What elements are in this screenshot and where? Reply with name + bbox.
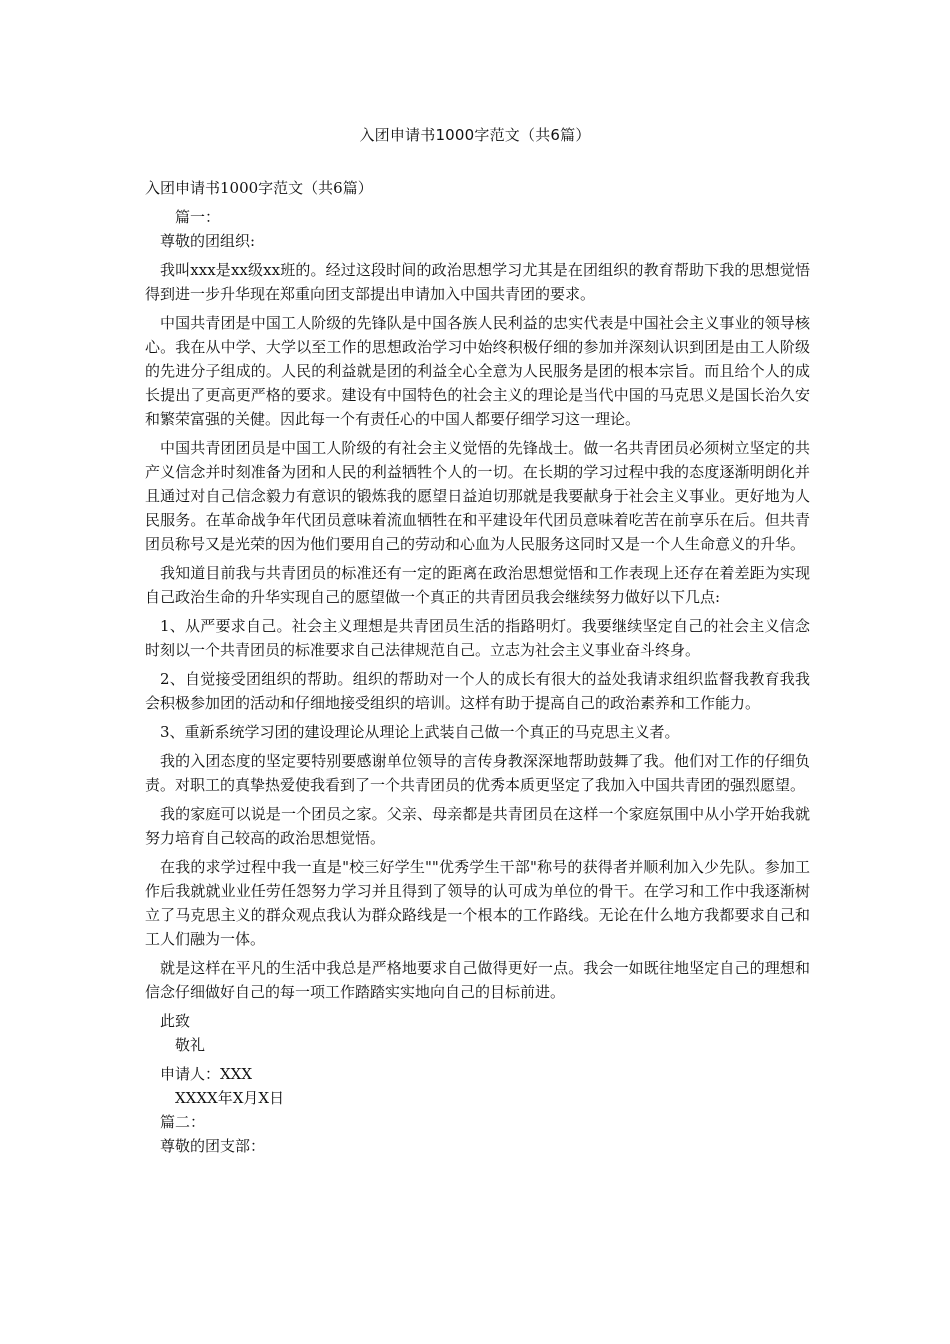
paragraph: 2、自觉接受团组织的帮助。组织的帮助对一个人的成长有很大的益处我请求组织监督我教育我我会积极参加团的活动和仔细地接受组织的培训。这样有助于提高自己的政治素养和工作能力。: [145, 670, 810, 712]
paragraph: 我的入团态度的坚定要特别要感谢单位领导的言传身教深深地帮助鼓舞了我。他们对工作的仔细负责。对职工的真挚热爱使我看到了一个共青团员的优秀本质更坚定了我加入中国共青团的强烈愿望。: [145, 752, 810, 794]
paragraph: 中国共青团是中国工人阶级的先锋队是中国各族人民利益的忠实代表是中国社会主义事业的领导核心。我在从中学、大学以至工作的思想政治学习中始终积极仔细的参加并深刻认识到团是由工人阶级的先进分子组成的。人民的利益就是团的利益全心全意为人民服务是团的根本宗旨。而且给个人的成长提出了更高更严格的要求。建设有中国特色的社会主义的理论是当代中国的马克思义是国长治久安和繁荣富强的关健。因此每一个有责任心的中国人都要仔细学习这一理论。: [145, 314, 810, 428]
salutation-2: 尊敬的团支部：: [160, 1137, 266, 1155]
paragraph: 我知道目前我与共青团员的标准还有一定的距离在政治思想觉悟和工作表现上还存在着差距为实现自己政治生命的升华实现自己的愿望做一个真正的共青团员我会继续努力做好以下几点:: [145, 564, 810, 606]
section-heading-1: 篇一：: [175, 208, 221, 226]
closing-line-2: 敬礼: [175, 1036, 206, 1054]
paragraph: 在我的求学过程中我一直是"校三好学生""优秀学生干部"称号的获得者并顺利加入少先队。参加工作后我就就业业任劳任怨努力学习并且得到了领导的认可成为单位的骨干。在学习和工作中我逐渐树立了马克思主义的群众观点我认为群众路线是一个根本的工作路线。无论在什么地方我都要求自己和工人们融为一体。: [145, 858, 810, 948]
applicant-line: 申请人：XXX: [160, 1065, 253, 1083]
salutation-1: 尊敬的团组织:: [160, 232, 256, 250]
paragraph: 就是这样在平凡的生活中我总是严格地要求自己做得更好一点。我会一如既往地坚定自己的理想和信念仔细做好自己的每一项工作踏踏实实地向自己的目标前进。: [145, 959, 810, 1001]
section-heading-2: 篇二：: [160, 1113, 206, 1131]
paragraph: 我的家庭可以说是一个团员之家。父亲、母亲都是共青团员在这样一个家庭氛围中从小学开始我就努力培育自己较高的政治思想觉悟。: [145, 805, 810, 847]
paragraph: 我叫xxx是xx级xx班的。经过这段时间的政治思想学习尤其是在团组织的教育帮助下我的思想觉悟得到进一步升华现在郑重向团支部提出申请加入中国共青团的要求。: [145, 261, 810, 303]
paragraph: 1、从严要求自己。社会主义理想是共青团员生活的指路明灯。我要继续坚定自己的社会主义信念时刻以一个共青团员的标准要求自己法律规范自己。立志为社会主义事业奋斗终身。: [145, 617, 810, 659]
closing-line-1: 此致: [160, 1012, 191, 1030]
page-header-title: 入团申请书1000字范文（共6篇）: [359, 126, 591, 144]
document-body: [145, 176, 810, 1158]
document-title: 入团申请书1000字范文（共6篇）: [145, 179, 373, 197]
date-line: XXXX年X月X日: [175, 1089, 285, 1107]
paragraph: 3、重新系统学习团的建设理论从理论上武装自己做一个真正的马克思主义者。: [160, 723, 680, 741]
paragraph: 中国共青团团员是中国工人阶级的有社会主义觉悟的先锋战士。做一名共青团员必须树立坚定的共产义信念并时刻准备为团和人民的利益牺牲个人的一切。在长期的学习过程中我的态度逐渐明朗化并且通过对自己信念毅力有意识的锻炼我的愿望日益迫切那就是我要献身于社会主义事业。更好地为人民服务。在革命战争年代团员意味着流血牺牲在和平建设年代团员意味着吃苦在前享乐在后。但共青团员称号又是光荣的因为他们要用自己的劳动和心血为人民服务这同时又是一个人生命意义的升华。: [145, 439, 810, 553]
